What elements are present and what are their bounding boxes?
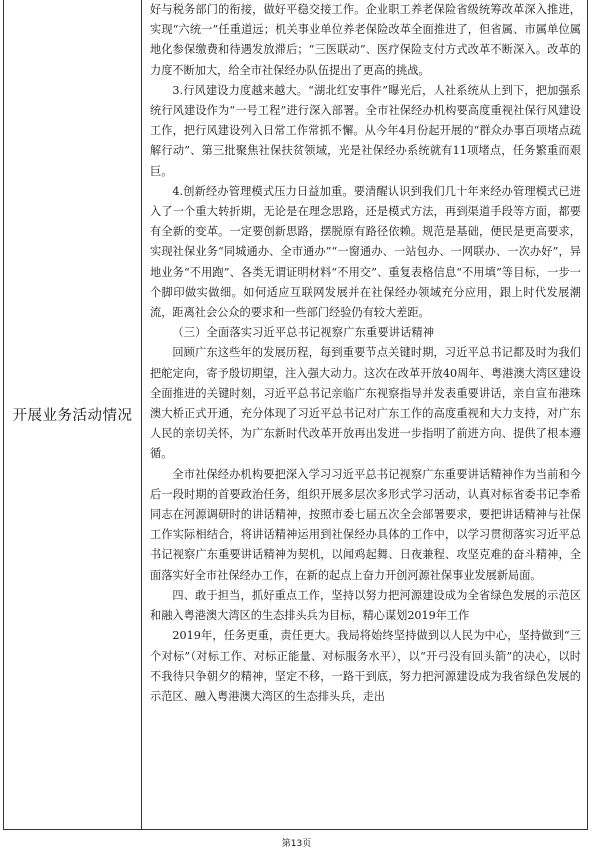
section-heading: 四、敢于担当，抓好重点工作，坚持以努力把河源建设成为全省绿色发展的示范区和融入粤港澳大湾区的生态排头兵为目标，精心谋划2019年工作 bbox=[150, 588, 581, 623]
paragraph: 2019年，任务更重，责任更大。我局将始终坚持做到以人民为中心，坚持做到“三个对标”（对标工作、对标正能量、对标服务水平），以“开弓没有回头箭”的决心，以时不我待只争朝夕的精神，坚定不移，一路干到底，努力把河源建设成为我省绿色发展的示范区、融入粤港澳大湾区的生态排头兵，走出 bbox=[150, 629, 581, 703]
report-table bbox=[3, 0, 588, 830]
section-heading: （三）全面落实习近平总书记视察广东重要讲话精神 bbox=[172, 326, 435, 340]
paragraph: 回顾广东这些年的发展历程，每到重要节点关键时期，习近平总书记都及时为我们把舵定向，寄予殷切期望，注入强大动力。这次在改革开放40周年、粤港澳大湾区建设全面推进的关键时刻，习近平总书记亲临广东视察指导并发表重要讲话，亲自宣布港珠澳大桥正式开通，充分体现了习近平总书记对广东工作的高度重视和大力支持，对广东人民的亲切关怀，为广东新时代改革开放再出发进一步指明了前进方向、提供了根本遵循。 bbox=[150, 346, 581, 461]
paragraph: 3.行风建设力度越来越大。“湖北红安事件”曝光后，人社系统从上到下，把加强系统行风建设作为“一号工程”进行深入部署。全市社保经办机构要高度重视社保行风建设工作，把行风建设列入日常工作常抓不懈。从今年4月份起开展的“群众办事百项堵点疏解行动”、第三批聚焦社保扶贫领域，光是社保经办系统就有11项堵点，任务繁重而艰巨。 bbox=[150, 83, 581, 178]
paragraph: 4.创新经办管理模式压力日益加重。要清醒认识到我们几十年来经办管理模式已进入了一个重大转折期，无论是在理念思路，还是模式方法，再到渠道手段等方面，都要有全新的变革。一定要创新思路，摆脱原有路径依赖。规范是基础，便民是更高要求，实现社保业务“同城通办、全市通办”“一窗通办、一站包办、一网联办、一次办好”，异地业务“不用跑”、各类无谓证明材料“不用交”、重复表格信息“不用填”等目标，一步一个脚印做实做细。如何适应互联网发展并在社保经办领域充分应用，跟上时代发展潮流，距离社会公众的要求和一些部门经验仍有较大差距。 bbox=[150, 184, 581, 320]
paragraph: 全市社保经办机构要把深入学习习近平总书记视察广东重要讲话精神作为当前和今后一段时期的首要政治任务，组织开展多层次多形式学习活动，认真对标省委书记李希同志在河源调研时的讲话精神，按照市委七届五次全会部署要求，要把讲话精神与社保工作实际相结合，将讲话精神运用到社保经办具体的工作中，以学习贯彻落实习近平总书记视察广东重要讲话精神为契机，以闻鸡起舞、日夜兼程、攻坚克难的奋斗精神，全面落实好全市社保经办工作，在新的起点上奋力开创河源社保事业发展新局面。 bbox=[150, 467, 581, 582]
row-label: 开展业务活动情况 bbox=[12, 408, 133, 424]
row-label-cell bbox=[4, 0, 142, 829]
content-cell bbox=[142, 0, 587, 829]
page-number: 第13页 bbox=[281, 839, 312, 849]
paragraph: 好与税务部门的衔接，做好平稳交接工作。企业职工养老保险省级统筹改革深入推进，实现“六统一”任重道远；机关事业单位养老保险改革全面推进了，但省属、市属单位属地化参保缴费和待遇发放滞后；“三医联动”、医疗保险支付方式改革不断深入。改革的力度不断加大，给全市社保经办队伍提出了更高的挑战。 bbox=[150, 3, 581, 77]
